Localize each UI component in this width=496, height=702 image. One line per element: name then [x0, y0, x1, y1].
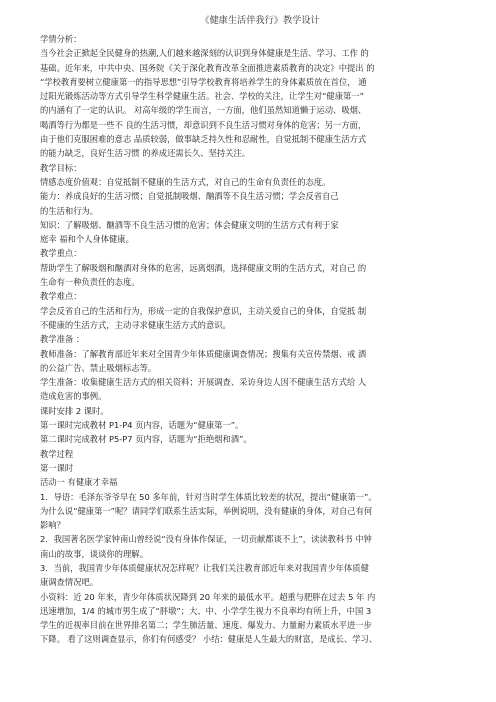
- text-line: 小资料：近 20 年来，青少年体质状况降到 20 年来的最低水平。超重与肥胖在过去 5 年 内: [40, 591, 376, 602]
- text-line: 学会反省自己的生活和行为，形成一定的自我保护意识，主动关爱自己的身体，自觉抵 制: [40, 305, 367, 316]
- text-line: 教学准备 ：: [40, 334, 85, 345]
- text-line: 的内涵有了一定的认识。 对高年级的学生而言，一方面，他们虽然知道懒于运动、吸烟、: [40, 105, 367, 116]
- text-line: 的能力缺乏，良好生活习惯 的养成还需长久、坚持关注。: [40, 148, 251, 159]
- text-line: 喝酒等行为都是一些不 良的生活习惯，却意识到不良生活习惯对身体的危害；另一方面，: [40, 119, 367, 130]
- text-line: 学生准备：收集健康生活方式的相关资料；开展调查、采访身边人因不健康生活方式给 人: [40, 377, 367, 388]
- text-line: 情感态度价值观：自觉抵制不健康的生活方式，对自己的生命有负责任的态度。: [40, 176, 331, 187]
- text-line: 学生的近视率目前在世界排名第二；学生肺活量、速度、爆发力、力量耐力素质水平进一步: [40, 620, 372, 631]
- text-line: 教师准备：了解教育部近年来对全国青少年体质健康调查情况；搜集有关宣传禁烟、戒 酒: [40, 348, 367, 359]
- text-line: 第一课时: [40, 462, 74, 473]
- text-line: 庭幸 福和个人身体健康。: [40, 234, 134, 245]
- text-line: 活动一 有健康才幸福: [40, 477, 118, 488]
- text-line: 造成危害的事例。: [40, 391, 107, 402]
- text-line: 生命有一种负责任的态度。: [40, 277, 140, 288]
- text-line: 的生活和行为。: [40, 205, 99, 216]
- text-line: 第二课时完成教材 P5-P7 页内容，话题为“拒绝烟和酒”。: [40, 434, 252, 445]
- text-line: 为什么说“健康第一”呢？请同学们联系生活实际，举例说明，没有健康的身体，对自己有何: [40, 505, 373, 516]
- text-line: 3．当前，我国青少年体质健康状况怎样呢？让我们关注教育部近年来对我国青少年体质健: [40, 562, 369, 573]
- text-line: 教学重点：: [40, 248, 82, 259]
- text-line: 1．导语：毛泽东爷爷早在 50 多年前，针对当时学生体质比较差的状况，提出“健康第一”。: [40, 491, 377, 502]
- text-line: 过阳光锻炼活动等方式引导学生科学健康生活。社会、学校的关注，让学生对“健康第一”: [40, 91, 364, 102]
- text-line: 南山的故事，谈谈你的理解。: [40, 548, 148, 559]
- text-line: 能力：养成良好的生活习惯；自觉抵制吸烟、酗酒等不良生活习惯；学会反省自己: [40, 191, 339, 202]
- text-line: 康调查情况吧。: [40, 577, 99, 588]
- text-line: 学情分析：: [40, 34, 82, 44]
- text-line: 教学目标：: [40, 162, 82, 173]
- document-title: 《健康生活伴我行》教学设计: [200, 15, 320, 26]
- text-line: 教学过程: [40, 448, 74, 459]
- text-line: 2．我国著名医学家钟南山曾经说“没有身体作保证，一切贡献都谈不上”，读读教科书 中钟: [40, 534, 372, 545]
- document-body: [40, 32, 480, 647]
- text-line: 当今社会正掀起全民健身的热潮,人们越来越深刻的认识到身体健康是生活、学习、工作 的: [40, 48, 369, 59]
- text-line: 迅速增加，1/4 的城市男生成了“胖墩”；大、中、小学学生视力不良率均有所上升，中国 3: [40, 605, 372, 616]
- text-line: 不健康的生活方式，主动寻求健康生活方式的意识。: [40, 319, 231, 330]
- text-line: “学校教育要树立健康第一的指导思想”引导学校教育将培养学生的身体素质放在首位， 通: [40, 76, 367, 87]
- text-line: 的公益广告、禁止吸烟标志等。: [40, 362, 157, 373]
- text-line: 帮助学生了解吸烟和酗酒对身体的危害，远离烟酒，选择健康文明的生活方式，对自己 的: [40, 262, 367, 273]
- text-line: 课时安排 2 课时。: [40, 405, 109, 416]
- text-line: 由于他们克服困难的意志 品质较弱，做事缺乏持久性和忍耐性，自觉抵制不健康生活方式: [40, 134, 367, 145]
- text-line: 影响？: [40, 520, 65, 531]
- text-line: 教学难点：: [40, 291, 82, 302]
- text-line: 基础。近年来，中共中央、国务院《关于深化教育改革全面推进素质教育的决定》中提出 的: [40, 62, 375, 73]
- text-line: 下降。 看了这则调查显示，你们有何感受？ 小结：健康是人生最大的财富，是成长、学习、: [40, 634, 378, 645]
- text-line: 知识：了解吸烟、酗酒等不良生活习惯的危害；体会健康文明的生活方式有利于家: [40, 219, 339, 230]
- text-line: 第一课时完成教材 P1-P4 页内容，话题为“健康第一”。: [40, 420, 244, 431]
